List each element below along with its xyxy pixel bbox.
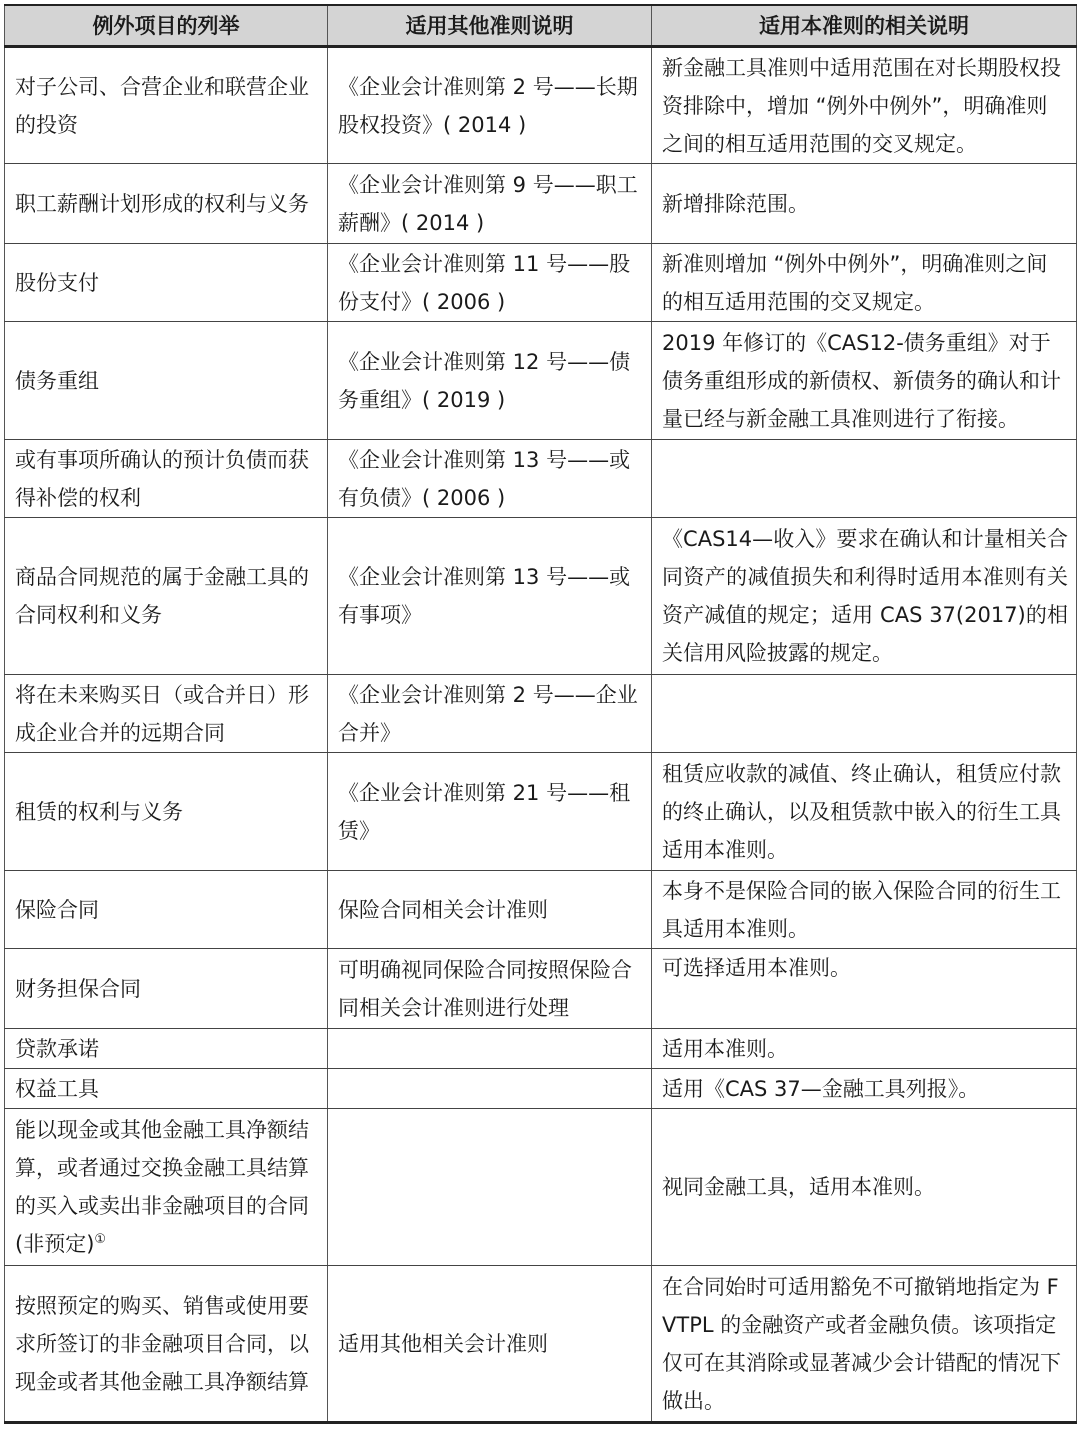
other-standard-cell: 可明确视同保险合同按照保险合同相关会计准则进行处理: [328, 949, 652, 1029]
item-cell: 债务重组: [5, 322, 328, 440]
this-standard-cell: 2019 年修订的《CAS12-债务重组》对于债务重组形成的新债权、新债务的确认和计量已经与新金融工具准则进行了衔接。: [652, 322, 1077, 440]
item-cell: 股份支付: [5, 244, 328, 322]
other-standard-cell: 《企业会计准则第 21 号——租赁》: [328, 753, 652, 871]
table-row: [5, 1029, 1077, 1069]
table-row: [5, 322, 1077, 440]
other-standard-cell: [328, 1029, 652, 1069]
footnote-marker: ①: [94, 1232, 107, 1247]
this-standard-cell: 新金融工具准则中适用范围在对长期股权投资排除中，增加 “例外中例外”，明确准则之间的相互适用范围的交叉规定。: [652, 47, 1077, 164]
other-standard-cell: 适用其他相关会计准则: [328, 1266, 652, 1423]
other-standard-cell: [328, 1069, 652, 1109]
table-row: [5, 440, 1077, 518]
other-standard-cell: 《企业会计准则第 9 号——职工薪酬》( 2014 ): [328, 164, 652, 244]
other-standard-cell: 《企业会计准则第 12 号——债务重组》( 2019 ): [328, 322, 652, 440]
this-standard-cell: 新准则增加 “例外中例外”，明确准则之间的相互适用范围的交叉规定。: [652, 244, 1077, 322]
item-cell: 商品合同规范的属于金融工具的合同权利和义务: [5, 518, 328, 675]
table-row: [5, 871, 1077, 949]
item-cell: 按照预定的购买、销售或使用要求所签订的非金融项目合同，以现金或者其他金融工具净额结算: [5, 1266, 328, 1423]
item-cell: 职工薪酬计划形成的权利与义务: [5, 164, 328, 244]
header-this-standard: 适用本准则的相关说明: [652, 5, 1077, 47]
this-standard-cell: [652, 675, 1077, 753]
item-text: 能以现金或其他金融工具净额结算，或者通过交换金融工具结算的买入或卖出非金融项目的合同(非预定): [15, 1118, 309, 1256]
this-standard-cell: 租赁应收款的减值、终止确认，租赁应付款的终止确认，以及租赁款中嵌入的衍生工具适用本准则。: [652, 753, 1077, 871]
item-cell: 贷款承诺: [5, 1029, 328, 1069]
this-standard-cell: [652, 440, 1077, 518]
header-exception-items: 例外项目的列举: [5, 5, 328, 47]
this-standard-cell: 《CAS14—收入》要求在确认和计量相关合同资产的减值损失和利得时适用本准则有关资产减值的规定；适用 CAS 37(2017)的相关信用风险披露的规定。: [652, 518, 1077, 675]
other-standard-cell: 《企业会计准则第 13 号——或有事项》: [328, 518, 652, 675]
table-row: [5, 1109, 1077, 1266]
table-row: [5, 518, 1077, 675]
this-standard-cell: 视同金融工具，适用本准则。: [652, 1109, 1077, 1266]
item-cell: 保险合同: [5, 871, 328, 949]
table-header-row: [5, 5, 1077, 47]
item-cell: 租赁的权利与义务: [5, 753, 328, 871]
item-cell: 或有事项所确认的预计负债而获得补偿的权利: [5, 440, 328, 518]
other-standard-cell: 保险合同相关会计准则: [328, 871, 652, 949]
table-row: [5, 1266, 1077, 1423]
header-other-standards: 适用其他准则说明: [328, 5, 652, 47]
exceptions-table: [4, 4, 1077, 1424]
item-cell: 权益工具: [5, 1069, 328, 1109]
table-row: [5, 1069, 1077, 1109]
table-row: [5, 675, 1077, 753]
other-standard-cell: 《企业会计准则第 2 号——长期股权投资》( 2014 ): [328, 47, 652, 164]
other-standard-cell: 《企业会计准则第 11 号——股份支付》( 2006 ): [328, 244, 652, 322]
table-row: [5, 164, 1077, 244]
table-row: [5, 753, 1077, 871]
item-cell: 将在未来购买日（或合并日）形成企业合并的远期合同: [5, 675, 328, 753]
other-standard-cell: 《企业会计准则第 2 号——企业合并》: [328, 675, 652, 753]
table-row: [5, 47, 1077, 164]
this-standard-cell: 适用《CAS 37—金融工具列报》。: [652, 1069, 1077, 1109]
table-row: [5, 949, 1077, 1029]
item-cell: [5, 1109, 328, 1266]
other-standard-cell: [328, 1109, 652, 1266]
this-standard-cell: 可选择适用本准则。: [652, 949, 1077, 1029]
this-standard-cell: 本身不是保险合同的嵌入保险合同的衍生工具适用本准则。: [652, 871, 1077, 949]
this-standard-cell: 在合同始时可适用豁免不可撤销地指定为 FVTPL 的金融资产或者金融负债。该项指定仅可在其消除或显著减少会计错配的情况下做出。: [652, 1266, 1077, 1423]
item-cell: 对子公司、合营企业和联营企业的投资: [5, 47, 328, 164]
this-standard-cell: 新增排除范围。: [652, 164, 1077, 244]
table-row: [5, 244, 1077, 322]
item-cell: 财务担保合同: [5, 949, 328, 1029]
this-standard-cell: 适用本准则。: [652, 1029, 1077, 1069]
other-standard-cell: 《企业会计准则第 13 号——或有负债》( 2006 ): [328, 440, 652, 518]
